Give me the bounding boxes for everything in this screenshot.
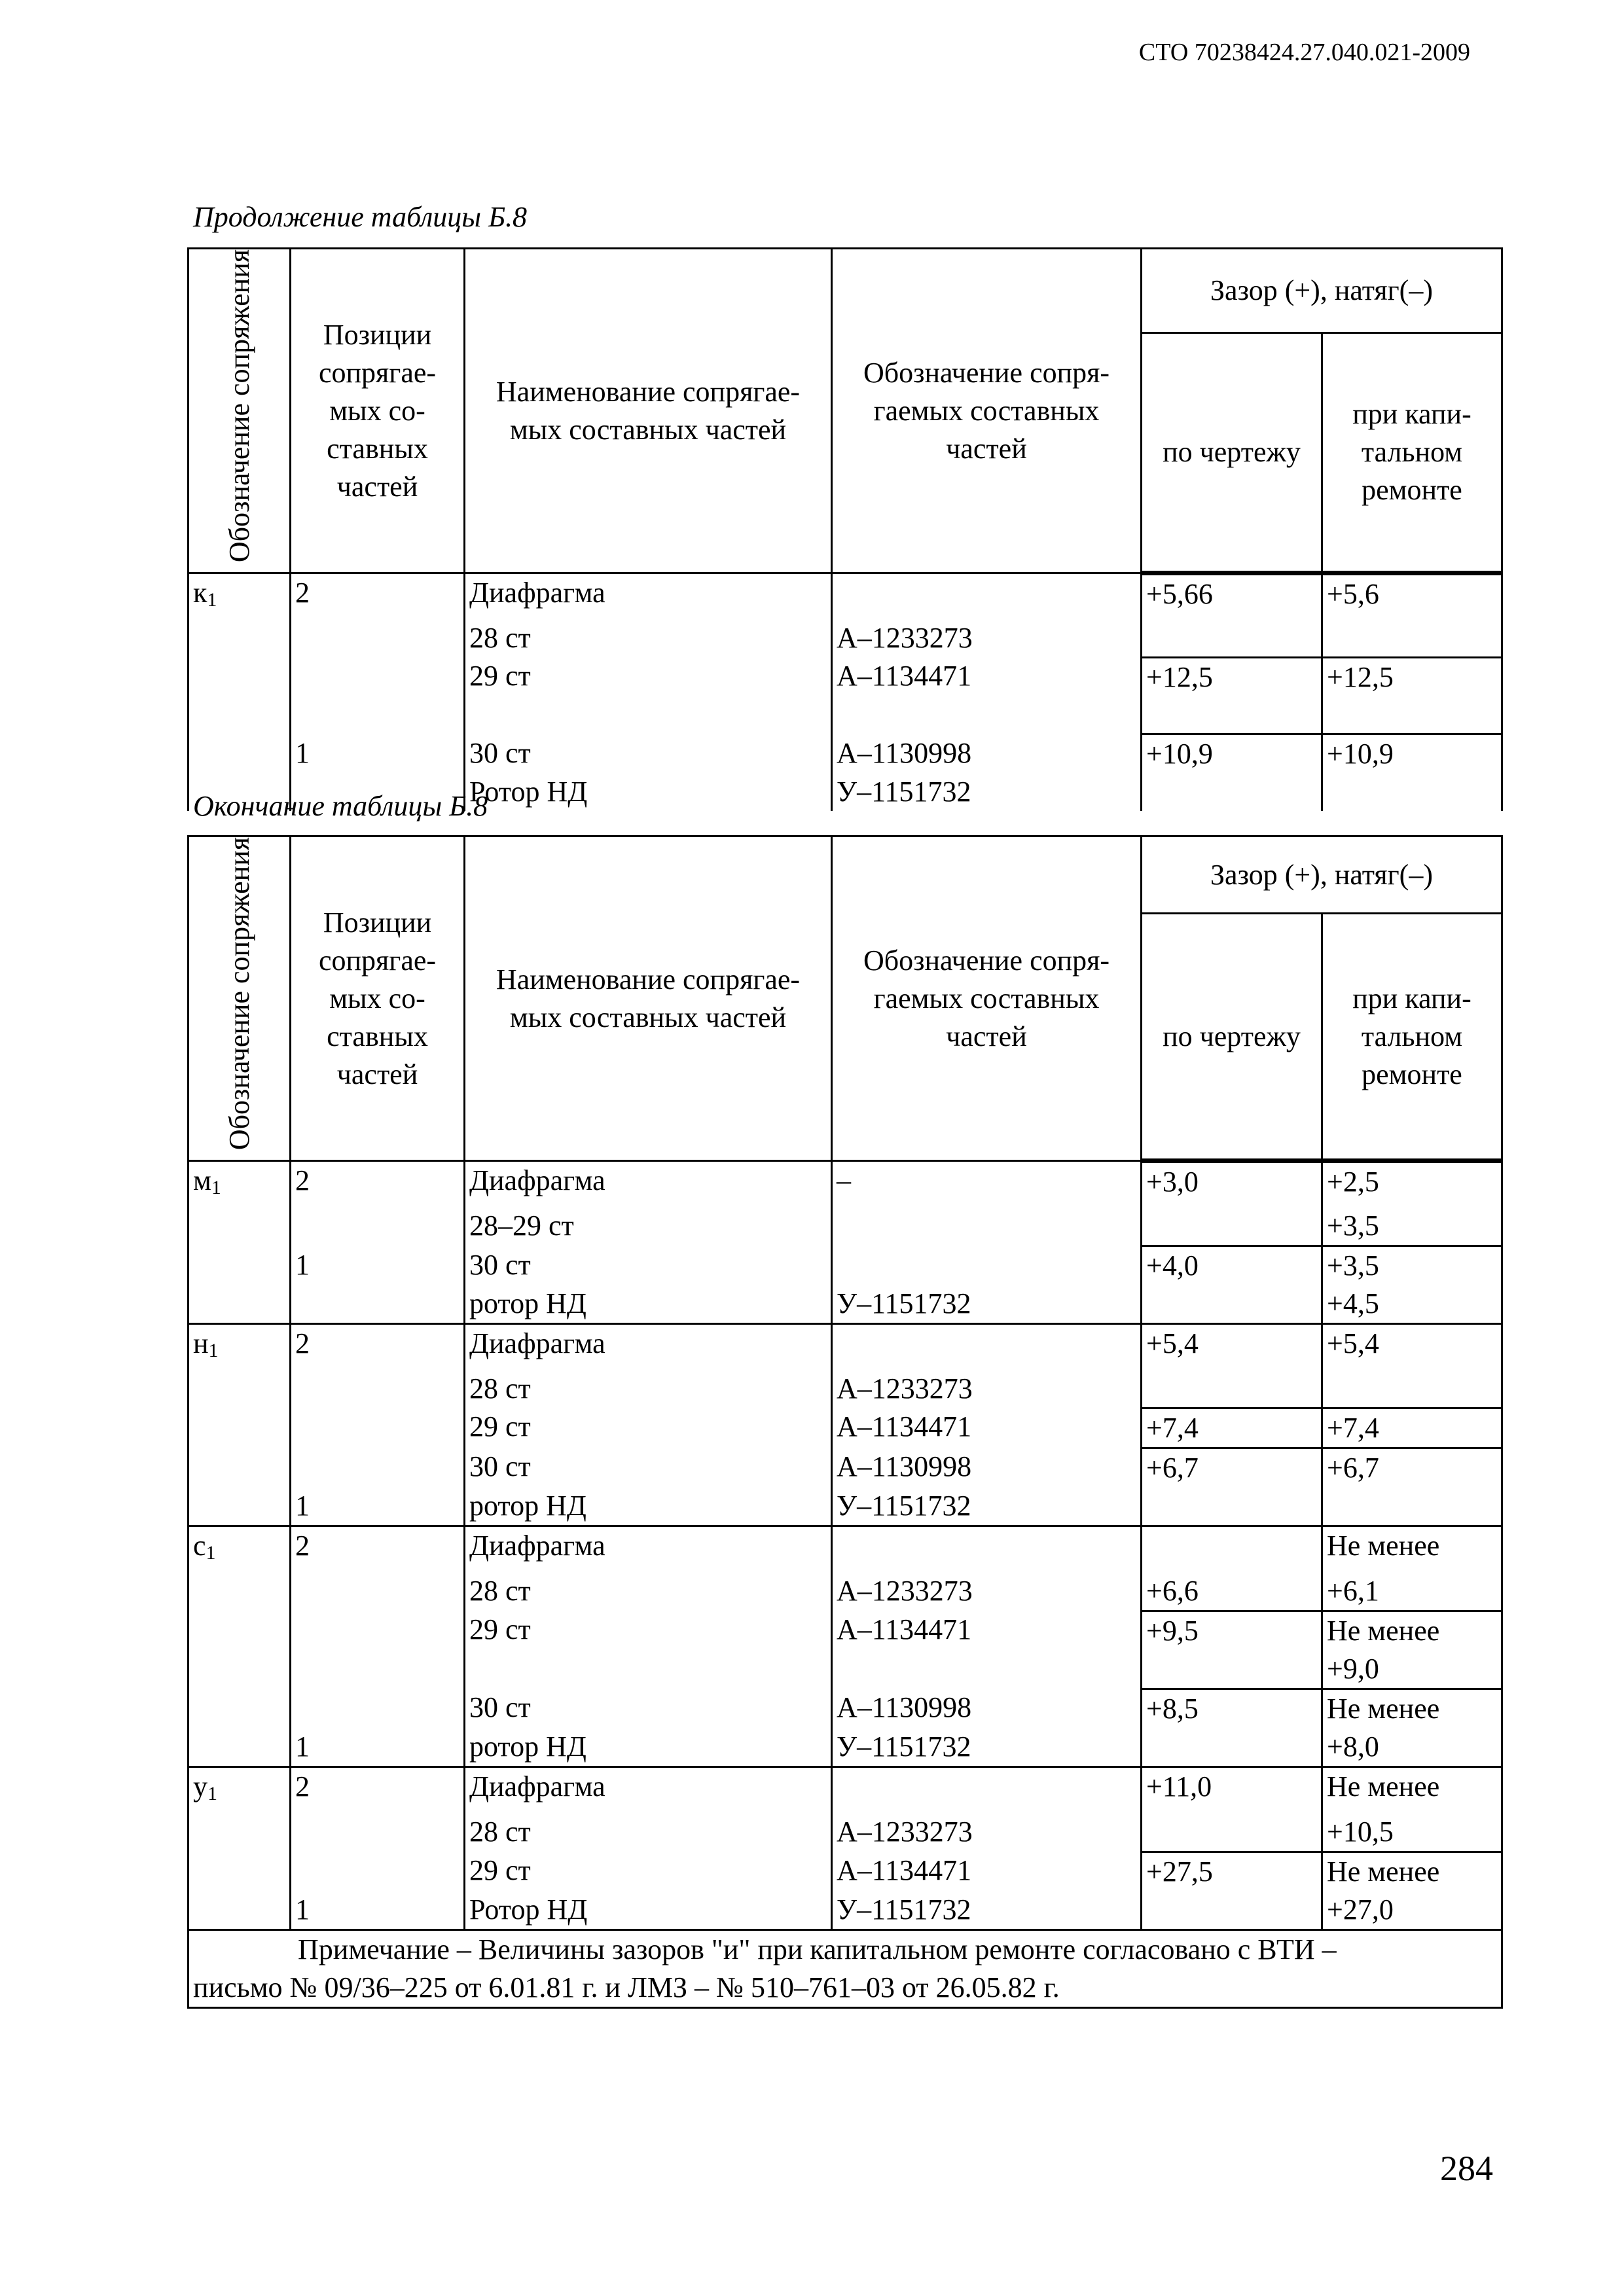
table-row: 30 ст А–1130998 +6,7 +6,7 [189,1448,1502,1487]
header-name: Наименование сопрягае- мых составных частей [465,836,832,1161]
header-designation: Обозначение сопря- гаемых составных частей [832,836,1142,1161]
header-positions: Позиции сопрягае- мых со- ставных частей [291,836,465,1161]
table-row: 28 ст А–1233273 [189,1370,1502,1408]
table-note: Примечание – Величины зазоров "и" при капитальном ремонте согласовано с ВТИ – письмо № 09/36–225 от 6.01.81 г. и ЛМЗ – № 510–761–03 от 26.05.82 г. [189,1929,1502,2007]
header-by-drawing: по чертежу [1142,914,1322,1161]
table-row: 28 ст А–1233273 +6,6 +6,1 [189,1572,1502,1611]
table-row: 28 ст А–1233273 +10,5 [189,1813,1502,1852]
table1-caption: Продолжение таблицы Б.8 [193,201,528,233]
table1 [187,247,1503,811]
table-note-row [189,1929,1502,2007]
table-row: 28–29 ст +3,5 [189,1207,1502,1246]
table2 [187,835,1503,2009]
table-row: 1 ротор НД У–1151732 +8,0 [189,1728,1502,1767]
table-row: 1 ротор НД У–1151732 [189,1487,1502,1526]
table-row: $м_1$ 2 Диафрагма – +3,0 +2,5 [189,1161,1502,1208]
table-row: $у_1$ 2 Диафрагма +11,0 Не менее [189,1767,1502,1813]
page-number: 284 [1440,2149,1493,2188]
header-gap-group: Зазор (+), натяг(–) [1142,249,1502,333]
document-code: СТО 70238424.27.040.021-2009 [1138,39,1470,66]
header-gap-group: Зазор (+), натяг(–) [1142,836,1502,914]
table2-caption: Окончание таблицы Б.8 [193,790,488,822]
header-designation: Обозначение сопря- гаемых составных частей [832,249,1142,573]
header-positions: Позиции сопрягае- мых со- ставных частей [291,249,465,573]
header-mark: Обозначение сопряжения [189,249,291,573]
table2-body [189,1161,1502,2008]
table-row: $к_1$ 2 Диафрагма +5,66 +5,6 [189,573,1502,620]
header-overhaul: при капи- тальном ремонте [1322,914,1502,1161]
header-overhaul: при капи- тальном ремонте [1322,332,1502,573]
header-by-drawing: по чертежу [1142,332,1322,573]
table-row: +9,0 [189,1650,1502,1689]
table-row: 28 ст А–1233273 [189,619,1502,657]
table-row: Ротор НД У–1151732 [189,773,1502,811]
table-row: 1 30 ст А–1130998 +10,9 +10,9 [189,734,1502,774]
table-row: $н_1$ 2 Диафрагма +5,4 +5,4 [189,1324,1502,1371]
table-row: 1 Ротор НД У–1151732 +27,0 [189,1891,1502,1930]
table-row: 29 ст А–1134471 +9,5 Не менее [189,1611,1502,1650]
table-row: 30 ст А–1130998 +8,5 Не менее [189,1689,1502,1728]
header-name: Наименование сопрягае- мых составных частей [465,249,832,573]
table1-body [189,573,1502,812]
table-row: 29 ст А–1134471 +7,4 +7,4 [189,1408,1502,1448]
table-row: ротор НД У–1151732 +4,5 [189,1285,1502,1324]
table-row: 1 30 ст +4,0 +3,5 [189,1246,1502,1285]
header-mark: Обозначение сопряжения [189,836,291,1161]
table-row: 29 ст А–1134471 +27,5 Не менее [189,1852,1502,1891]
table-row [189,696,1502,734]
table-row: $с_1$ 2 Диафрагма Не менее [189,1526,1502,1572]
table-row: 29 ст А–1134471 +12,5 +12,5 [189,657,1502,696]
